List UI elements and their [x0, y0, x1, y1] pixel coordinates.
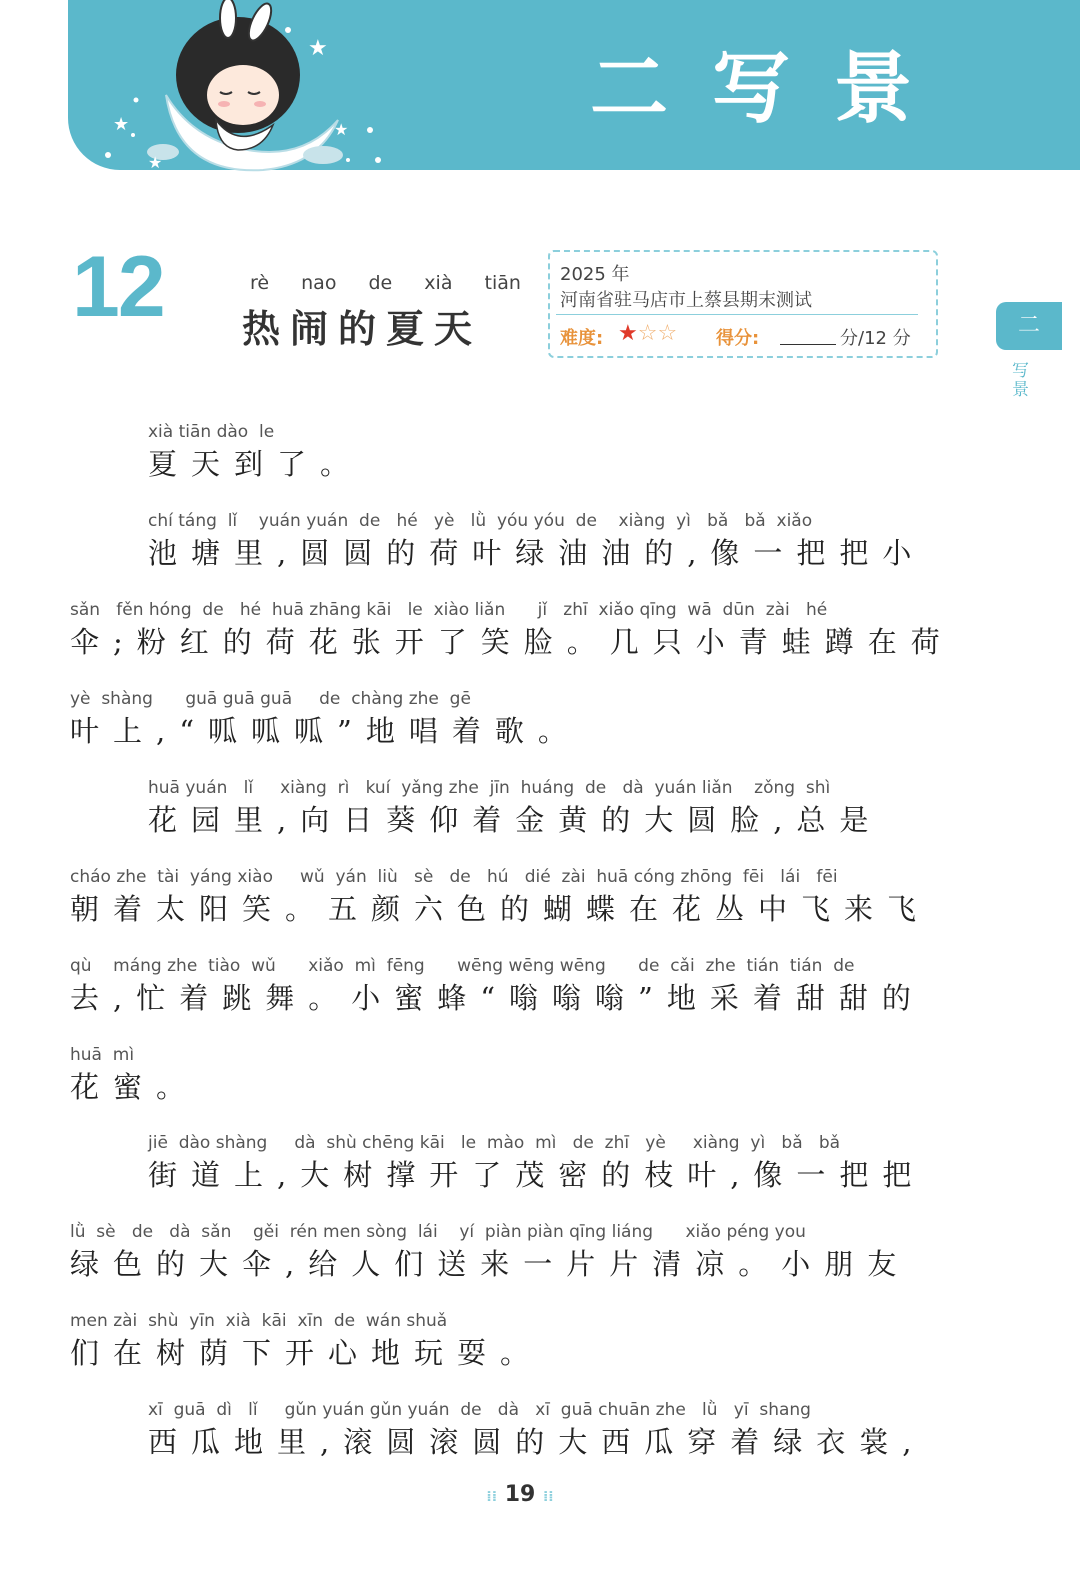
passage-line: [70, 1043, 940, 1113]
passage-pinyin: yè shàng guā guā guā de chàng zhe gē: [70, 689, 471, 709]
side-tab: 二: [996, 302, 1062, 350]
passage-line: [148, 509, 1018, 579]
passage-hanzi: 叶上,“呱呱呱”地唱着歌。: [70, 714, 581, 748]
title-pinyin-syllable: de: [368, 272, 393, 294]
passage-hanzi: 伞;粉红的荷花张开了笑脸。几只小青蛙蹲在荷: [70, 625, 954, 659]
passage-pinyin: chí táng lǐ yuán yuán de hé yè lǜ yóu yóu de xiàng yì bǎ bǎ xiǎo: [148, 511, 813, 531]
passage-line: [70, 687, 940, 757]
passage-line: [70, 1220, 940, 1290]
star-empty-icon: ☆: [657, 321, 678, 346]
passage-pinyin: cháo zhe tài yáng xiào wǔ yán liù sè de hú dié zài huā cóng zhōng fēi lái fēi: [70, 867, 838, 887]
svg-text:★: ★: [148, 153, 163, 172]
difficulty-stars: [618, 321, 677, 346]
passage-line: [148, 420, 1018, 490]
passage-line: [70, 598, 954, 668]
title-pinyin-syllable: xià: [424, 272, 453, 294]
score-total: 分/12 分: [840, 328, 911, 349]
passage-pinyin: xià tiān dào le: [148, 422, 275, 442]
passage-hanzi: 夏天到了。: [148, 447, 364, 481]
passage-hanzi: 绿色的大伞,给人们送来一片片清凉。小朋友: [70, 1247, 911, 1281]
title-pinyin-syllable: nao: [301, 272, 337, 294]
info-year: 2025 年: [560, 264, 630, 285]
passage-hanzi: 街道上,大树撑开了茂密的枝叶,像一把把: [148, 1158, 926, 1192]
title-pinyin: [250, 272, 547, 294]
svg-text:★: ★: [113, 114, 130, 135]
girl-on-moon-illustration: [88, 0, 408, 175]
score-blank[interactable]: [780, 344, 836, 345]
passage-hanzi: 花园里,向日葵仰着金黄的大圆脸,总是: [148, 803, 883, 837]
star-filled-icon: ★: [618, 321, 638, 346]
passage-pinyin: men zài shù yīn xià kāi xīn de wán shuǎ: [70, 1311, 448, 1331]
lesson-number: 12: [72, 239, 164, 335]
passage-line: [148, 1131, 1018, 1201]
passage-hanzi: 们在树荫下开心地玩耍。: [70, 1336, 544, 1370]
unit-title: 二写景: [590, 44, 957, 134]
passage-line: [70, 1309, 940, 1379]
svg-text:★: ★: [334, 120, 349, 139]
info-divider: [556, 314, 918, 315]
title-pinyin-syllable: rè: [250, 272, 270, 294]
passage-line: [70, 954, 940, 1024]
passage-hanzi: 去,忙着跳舞。小蜜蜂“嗡嗡嗡”地采着甜甜的: [70, 981, 925, 1015]
passage-hanzi: 花蜜。: [70, 1070, 200, 1104]
passage-pinyin: jiē dào shàng dà shù chēng kāi le mào mì de zhī yè xiàng yì bǎ bǎ: [148, 1133, 841, 1153]
passage-line: [148, 1398, 1018, 1468]
passage-line: [148, 776, 1018, 846]
passage-pinyin: huā mì: [70, 1045, 135, 1065]
passage-hanzi: 朝着太阳笑。五颜六色的蝴蝶在花丛中飞来飞: [70, 892, 931, 926]
passage-hanzi: 池塘里,圆圆的荷叶绿油油的,像一把把小: [148, 536, 926, 570]
page-number-area: [470, 1482, 570, 1507]
page-number-decoration-icon: ⁞⁞: [486, 1489, 498, 1505]
passage-pinyin: qù máng zhe tiào wǔ xiǎo mì fēng wēng wēng wēng de cǎi zhe tián tián de: [70, 956, 855, 976]
passage-hanzi: 西瓜地里,滚圆滚圆的大西瓜穿着绿衣裳,: [148, 1425, 926, 1459]
score-label: 得分:: [716, 328, 760, 349]
passage-pinyin: huā yuán lǐ xiàng rì kuí yǎng zhe jīn huáng de dà yuán liǎn zǒng shì: [148, 778, 831, 798]
page-number-decoration-icon: ⁞⁞: [542, 1489, 554, 1505]
difficulty-label: 难度:: [560, 328, 604, 349]
passage-pinyin: sǎn fěn hóng de hé huā zhāng kāi le xiào liǎn jǐ zhī xiǎo qīng wā dūn zài hé: [70, 600, 828, 620]
lesson-title: 热闹的夏天: [242, 306, 483, 351]
passage-pinyin: xī guā dì lǐ gǔn yuán gǔn yuán de dà xī guā chuān zhe lǜ yī shang: [148, 1400, 811, 1420]
side-tab-label: 写景: [1012, 361, 1029, 400]
passage-pinyin: lǜ sè de dà sǎn gěi rén men sòng lái yí piàn piàn qīng liáng xiǎo péng you: [70, 1222, 806, 1242]
page-number: 19: [504, 1482, 536, 1507]
svg-text:★: ★: [308, 36, 328, 61]
title-pinyin-syllable: tiān: [484, 272, 521, 294]
star-empty-icon: ☆: [637, 321, 658, 346]
info-source: 河南省驻马店市上蔡县期末测试: [560, 290, 812, 311]
passage-line: [70, 865, 940, 935]
